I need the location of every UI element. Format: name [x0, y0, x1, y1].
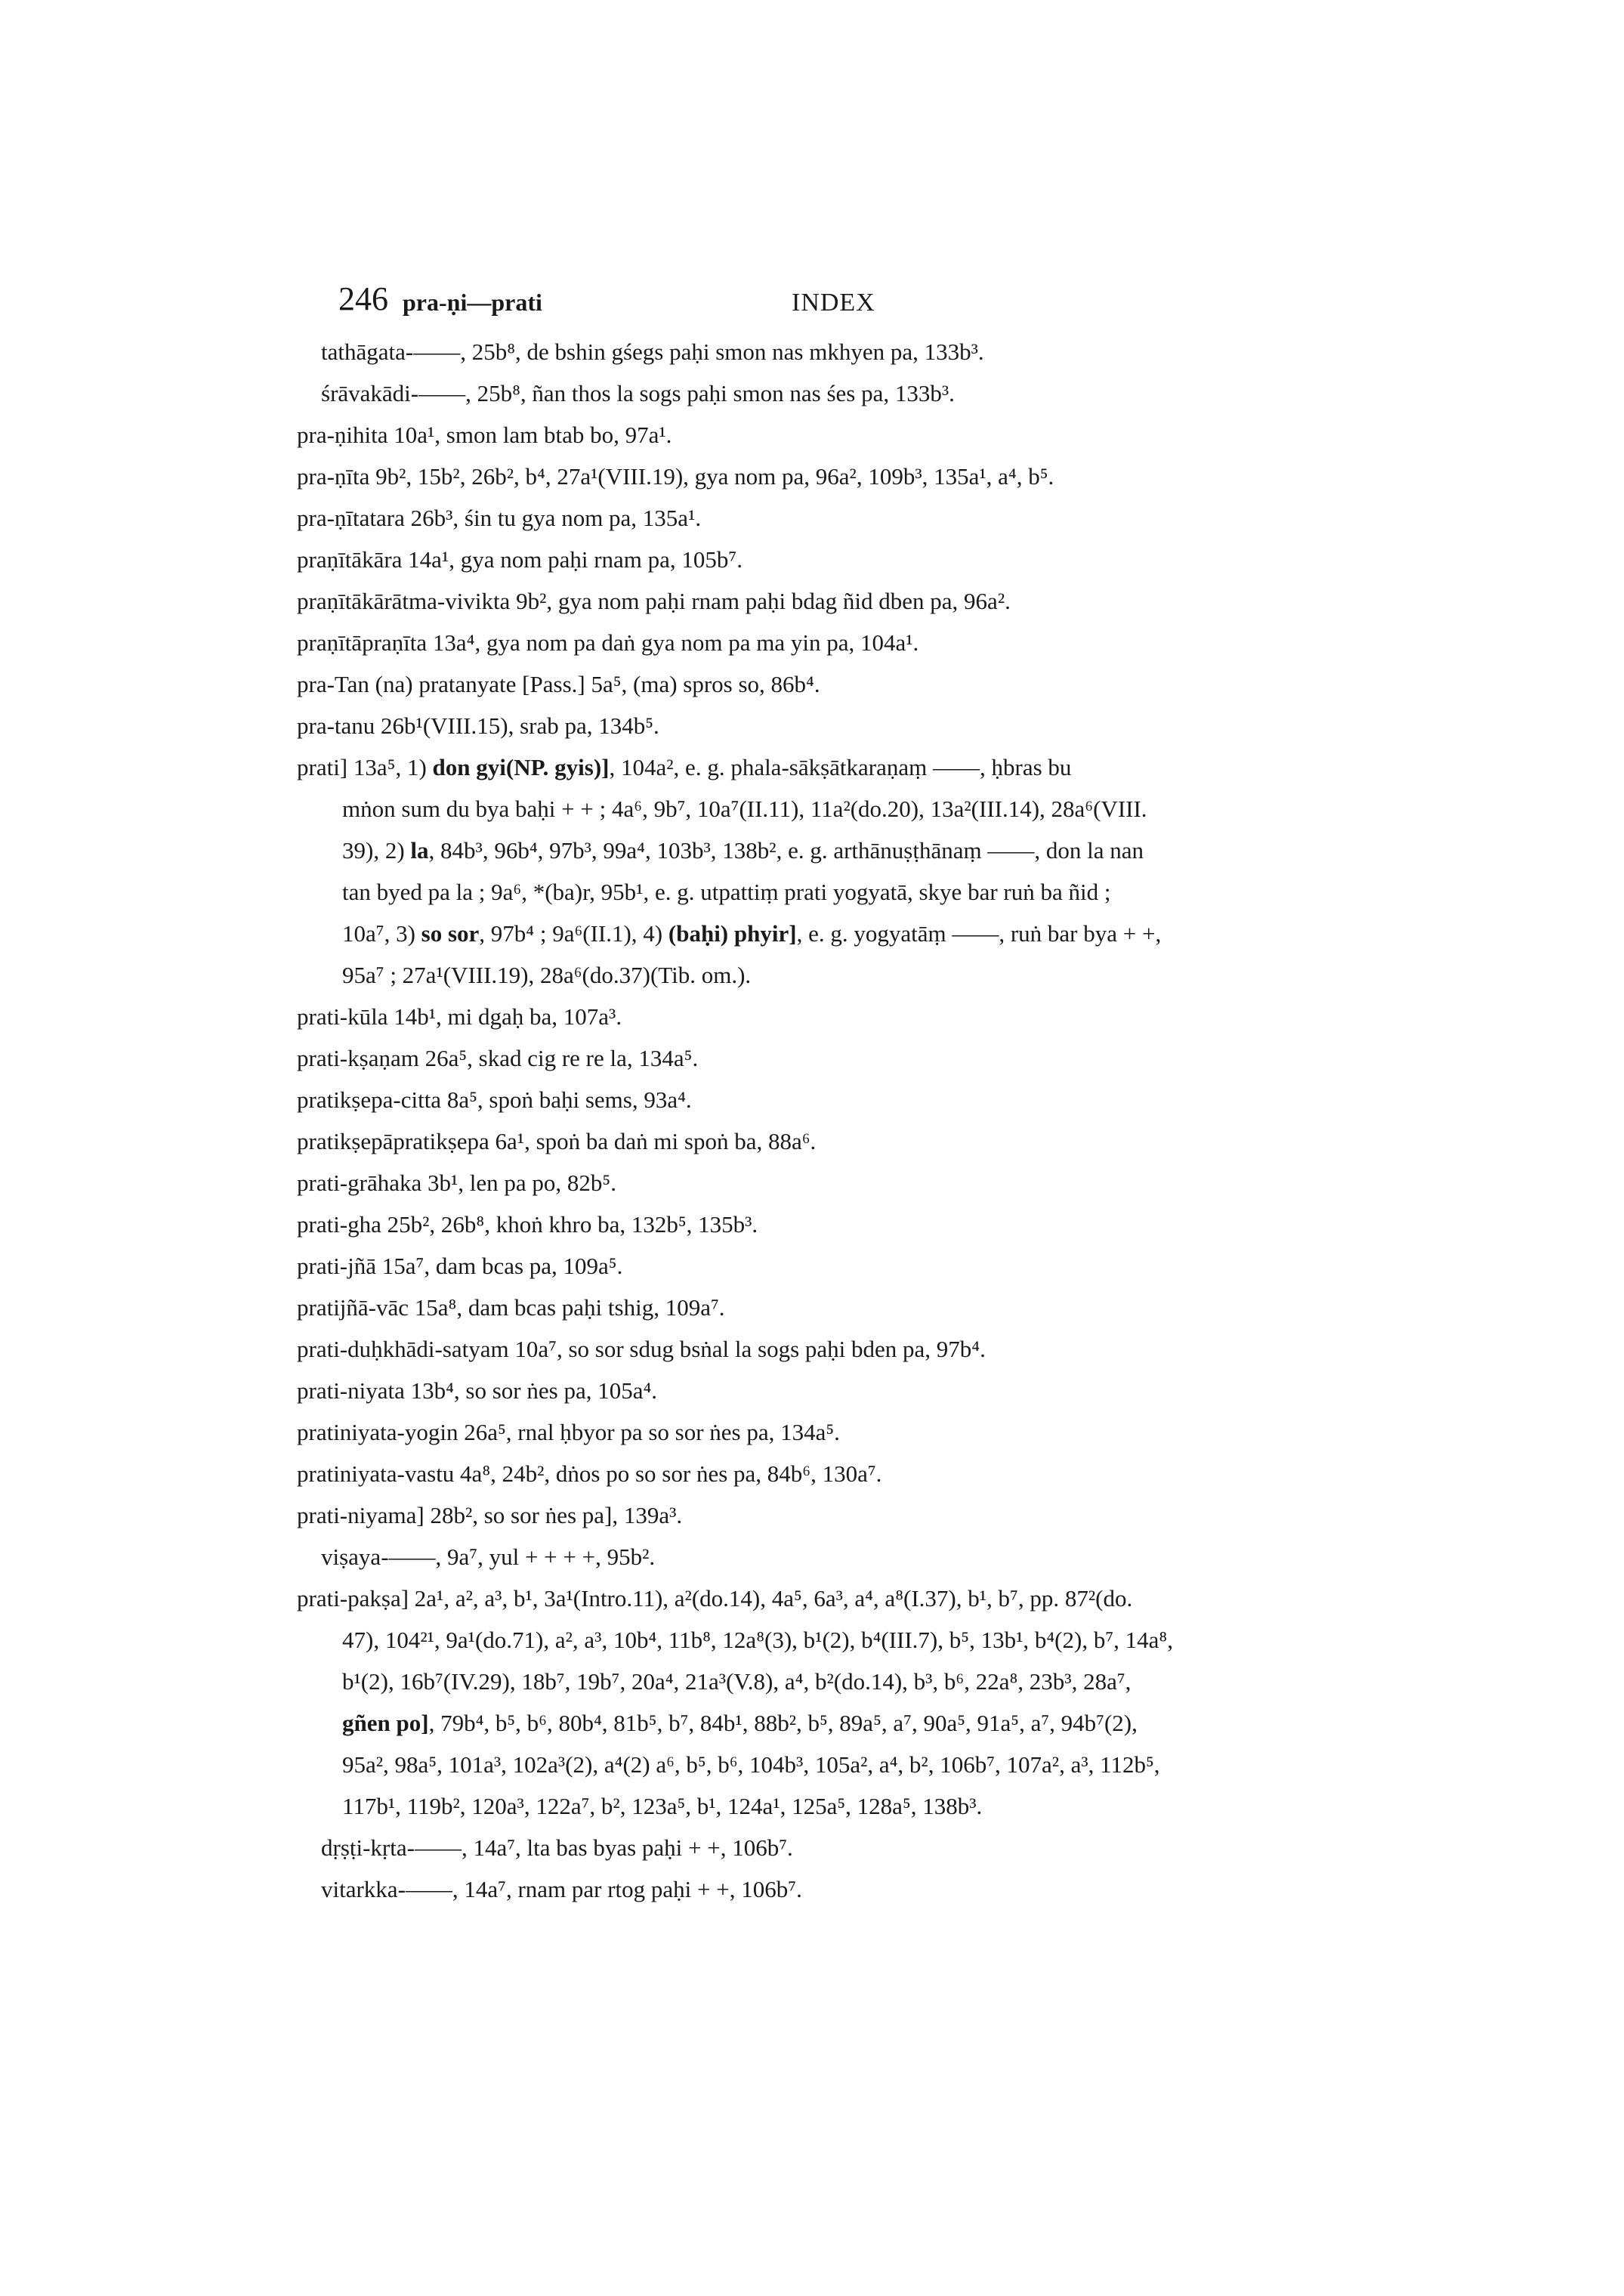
entry-line [297, 1578, 1400, 1619]
entry-text: b¹(2), 16b⁷(IV.29), 18b⁷, 19b⁷, 20a⁴, 21a³(V.8), a⁴, b²(do.14), b³, b⁶, 22a⁸, 23b³, 28a⁷, [342, 1668, 1132, 1695]
entry-text: prati-kūla 14b¹, mi dgaḥ ba, 107a³. [297, 1003, 622, 1030]
entry-continuation-line [297, 1702, 1400, 1744]
entry-text: prati-pakṣa] 2a¹, a², a³, b¹, 3a¹(Intro.11), a²(do.14), 4a⁵, 6a³, a⁴, a⁸(I.37), b¹, b⁷, pp. 87²(do. [297, 1585, 1133, 1612]
entry-text: 95a⁷ ; 27a¹(VIII.19), 28a⁶(do.37)(Tib. om.). [342, 962, 752, 988]
entry-line [297, 1328, 1400, 1370]
running-head: pra-ṇi—prati [403, 289, 542, 316]
entry-line [297, 1037, 1400, 1079]
entry-text: vitarkka-——, 14a⁷, rnam par rtog paḥi + +, 106b⁷. [321, 1876, 802, 1902]
entry-continuation-line [297, 913, 1400, 954]
entry-text: prati-jñā 15a⁷, dam bcas pa, 109a⁵. [297, 1253, 623, 1279]
header-title: INDEX [792, 289, 875, 317]
entry-line [297, 1079, 1400, 1120]
entry-continuation-line [297, 954, 1400, 996]
entry-text: 47), 104²¹, 9a¹(do.71), a², a³, 10b⁴, 11b⁸, 12a⁸(3), b¹(2), b⁴(III.7), b⁵, 13b¹, b⁴(2), b⁷, 14a⁸, [342, 1627, 1173, 1653]
bold-gloss: so sor [421, 920, 480, 947]
sub-entry-line [297, 1827, 1400, 1868]
entry-text: pra-tanu 26b¹(VIII.15), srab pa, 134b⁵. [297, 712, 659, 739]
entry-text: prati] 13a⁵, 1) [297, 754, 433, 780]
entry-text: pratiniyata-vastu 4a⁸, 24b², dṅos po so sor ṅes pa, 84b⁶, 130a⁷. [297, 1460, 882, 1487]
entry-text: prati-duḥkhādi-satyam 10a⁷, so sor sdug bsṅal la sogs paḥi bden pa, 97b⁴. [297, 1336, 986, 1362]
entry-line [297, 705, 1400, 746]
entry-text: , 79b⁴, b⁵, b⁶, 80b⁴, 81b⁵, b⁷, 84b¹, 88b², b⁵, 89a⁵, a⁷, 90a⁵, 91a⁵, a⁷, 94b⁷(2), [428, 1710, 1138, 1736]
bold-gloss: la [410, 837, 429, 864]
entry-text: praṇītākārātma-vivikta 9b², gya nom paḥi rnam paḥi bdag ñid dben pa, 96a². [297, 588, 1011, 614]
entry-text: pratiniyata-yogin 26a⁵, rnal ḥbyor pa so sor ṅes pa, 134a⁵. [297, 1419, 840, 1445]
entry-line [297, 996, 1400, 1037]
sub-entry-line [297, 372, 1400, 414]
entry-text: viṣaya-——, 9a⁷, yul + + + +, 95b². [321, 1544, 656, 1570]
entry-text: pra-ṇītatara 26b³, śin tu gya nom pa, 135a¹. [297, 505, 702, 531]
entry-line [297, 1411, 1400, 1453]
entry-text: prati-grāhaka 3b¹, len pa po, 82b⁵. [297, 1170, 616, 1196]
entry-continuation-line [297, 1744, 1400, 1785]
entry-text: praṇītāpraṇīta 13a⁴, gya nom pa daṅ gya nom pa ma yin pa, 104a¹. [297, 629, 919, 656]
page-header [338, 280, 1343, 325]
entry-text: tan byed pa la ; 9a⁶, *(ba)r, 95b¹, e. g. utpattiṃ prati yogyatā, skye bar ruṅ ba ñid ; [342, 879, 1111, 905]
entry-text: 10a⁷, 3) [342, 920, 421, 947]
entry-text: pra-ṇīta 9b², 15b², 26b², b⁴, 27a¹(VIII.19), gya nom pa, 96a², 109b³, 135a¹, a⁴, b⁵. [297, 463, 1054, 490]
entry-line [297, 497, 1400, 539]
entry-line [297, 1370, 1400, 1411]
entry-text: prati-niyata 13b⁴, so sor ṅes pa, 105a⁴. [297, 1377, 658, 1404]
entry-text: praṇītākāra 14a¹, gya nom paḥi rnam pa, 105b⁷. [297, 546, 743, 573]
sub-entry-line [297, 1536, 1400, 1578]
entry-line [297, 1120, 1400, 1162]
entry-text: , 104a², e. g. phala-sākṣātkaraṇaṃ ——, ḥbras bu [609, 754, 1072, 780]
entry-continuation-line [297, 788, 1400, 830]
entry-text: 117b¹, 119b², 120a³, 122a⁷, b², 123a⁵, b¹, 124a¹, 125a⁵, 128a⁵, 138b³. [342, 1793, 983, 1819]
entry-text: dṛṣṭi-kṛta-——, 14a⁷, lta bas byas paḥi + +, 106b⁷. [321, 1834, 793, 1861]
bold-gloss: gñen po] [342, 1710, 429, 1736]
sub-entry-line [297, 1868, 1400, 1910]
entry-text: prati-gha 25b², 26b⁸, khoṅ khro ba, 132b⁵, 135b³. [297, 1211, 758, 1238]
entry-text: pratikṣepa-citta 8a⁵, spoṅ baḥi sems, 93a⁴. [297, 1086, 692, 1113]
index-entries [297, 331, 1400, 1910]
entry-text: , 97b⁴ ; 9a⁶(II.1), 4) [479, 920, 668, 947]
bold-gloss: (baḥi) phyir] [668, 920, 797, 947]
entry-line [297, 1162, 1400, 1204]
entry-line [297, 414, 1400, 456]
entry-line [297, 539, 1400, 580]
sub-entry-line [297, 331, 1400, 372]
entry-text: pra-ṇihita 10a¹, smon lam btab bo, 97a¹. [297, 422, 672, 448]
entry-text: 95a², 98a⁵, 101a³, 102a³(2), a⁴(2) a⁶, b⁵, b⁶, 104b³, 105a², a⁴, b², 106b⁷, 107a², a³, 112b⁵, [342, 1751, 1160, 1778]
entry-line [297, 456, 1400, 497]
entry-text: prati-kṣaṇam 26a⁵, skad cig re re la, 134a⁵. [297, 1045, 699, 1071]
entry-text: tathāgata-——, 25b⁸, de bshin gśegs paḥi smon nas mkhyen pa, 133b³. [321, 338, 984, 365]
entry-continuation-line [297, 1661, 1400, 1702]
entry-line [297, 1287, 1400, 1328]
entry-text: pra-Tan (na) pratanyate [Pass.] 5a⁵, (ma) spros so, 86b⁴. [297, 671, 820, 697]
entry-text: pratijñā-vāc 15a⁸, dam bcas paḥi tshig, 109a⁷. [297, 1294, 725, 1321]
entry-line [297, 1204, 1400, 1245]
page-number: 246 [338, 280, 388, 317]
entry-continuation-line [297, 1619, 1400, 1661]
entry-text: 39), 2) [342, 837, 411, 864]
entry-line [297, 1245, 1400, 1287]
bold-gloss: don gyi(NP. gyis)] [432, 754, 610, 780]
entry-line [297, 746, 1400, 788]
entry-line [297, 1494, 1400, 1536]
entry-text: , 84b³, 96b⁴, 97b³, 99a⁴, 103b³, 138b², e. g. arthānuṣṭhānaṃ ——, don la nan [428, 837, 1144, 864]
entry-text: śrāvakādi-——, 25b⁸, ñan thos la sogs paḥi smon nas śes pa, 133b³. [321, 380, 955, 406]
entry-line [297, 1453, 1400, 1494]
entry-line [297, 663, 1400, 705]
entry-text: mṅon sum du bya baḥi + + ; 4a⁶, 9b⁷, 10a⁷(II.11), 11a²(do.20), 13a²(III.14), 28a⁶(VIII. [342, 796, 1147, 822]
entry-continuation-line [297, 830, 1400, 871]
entry-continuation-line [297, 1785, 1400, 1827]
entry-text: , e. g. yogyatāṃ ——, ruṅ bar bya + +, [796, 920, 1162, 947]
entry-text: prati-niyama] 28b², so sor ṅes pa], 139a³. [297, 1502, 683, 1528]
entry-text: pratikṣepāpratikṣepa 6a¹, spoṅ ba daṅ mi spoṅ ba, 88a⁶. [297, 1128, 817, 1154]
entry-line [297, 622, 1400, 663]
entry-continuation-line [297, 871, 1400, 913]
entry-line [297, 580, 1400, 622]
